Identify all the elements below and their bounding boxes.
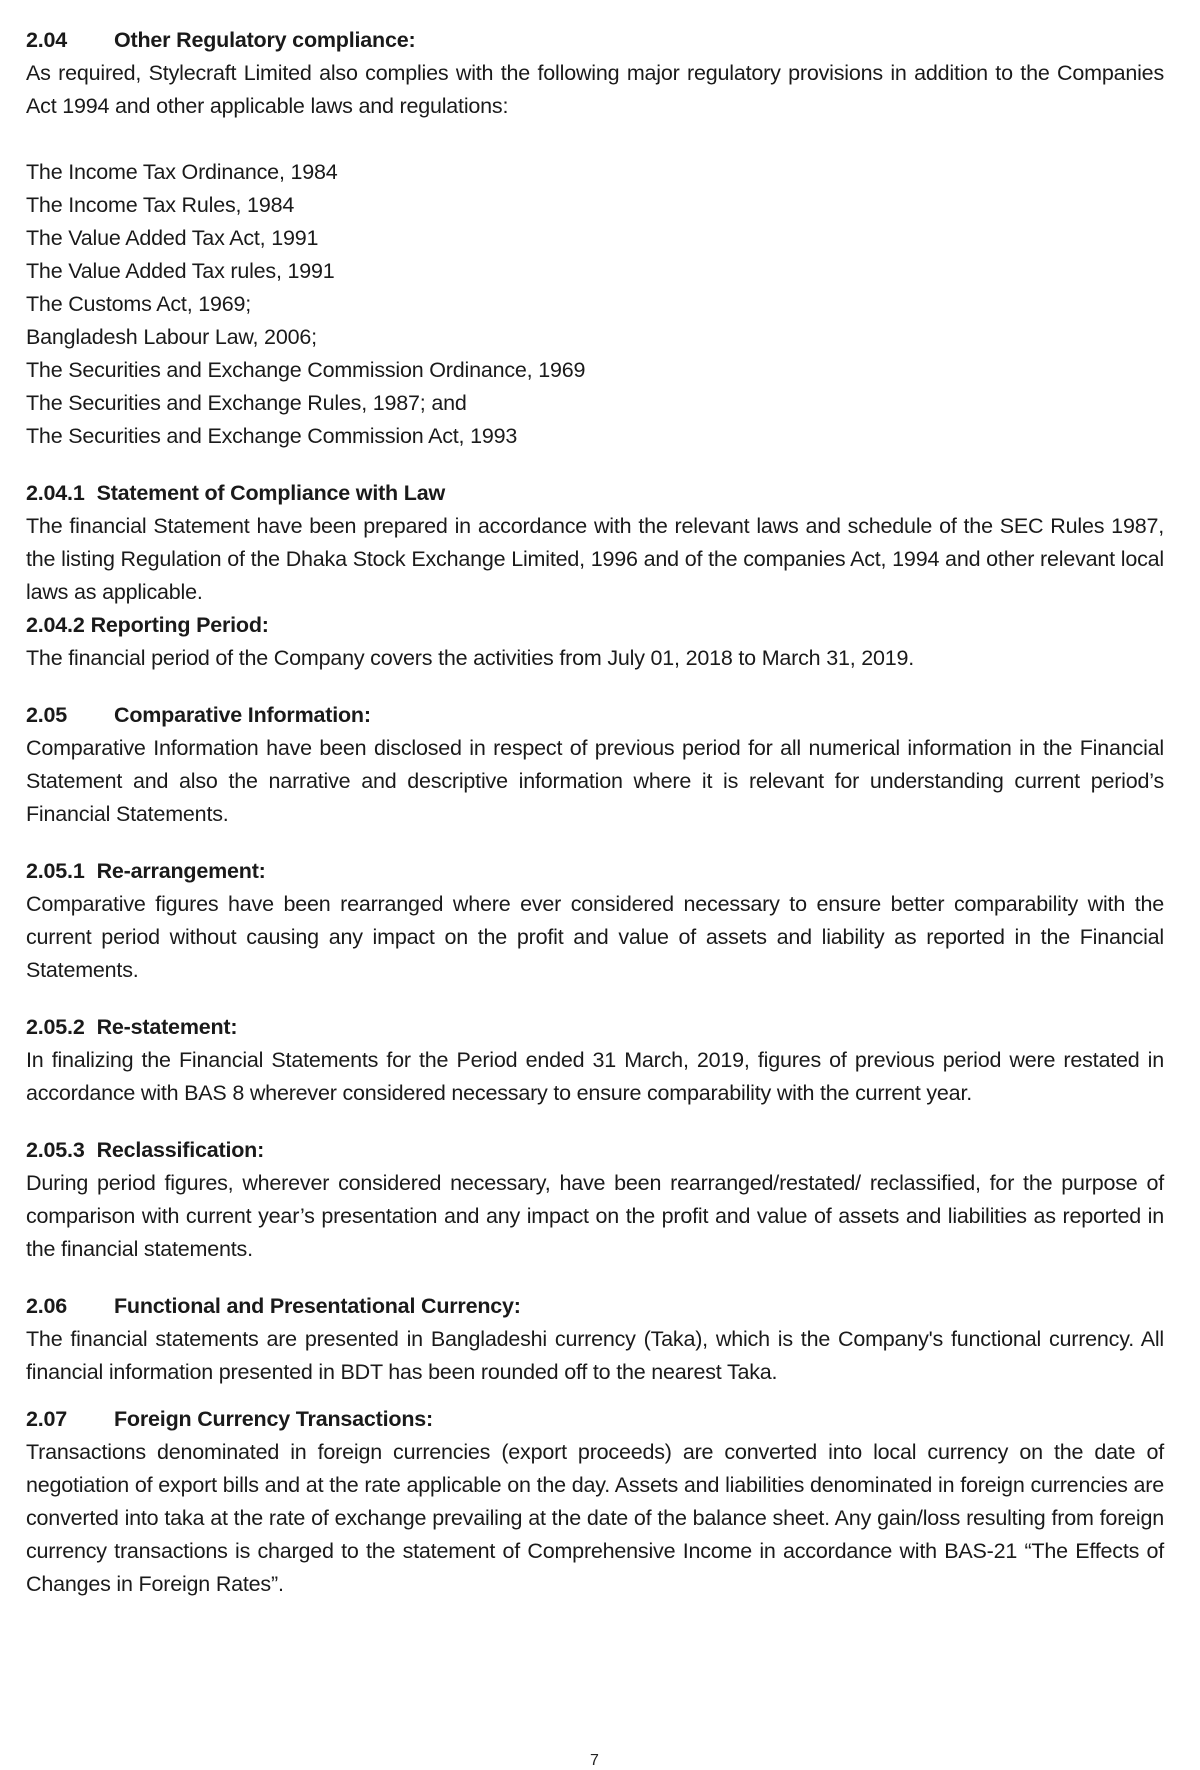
section-body: The financial Statement have been prepared in accordance with the relevant laws and schedule of the SEC Rules 1987, the listing Regulation of the Dhaka Stock Exchange Limited, 1996 and of the companies Act, 1994 and other relevant local laws as applicable. (26, 514, 1164, 604)
regulation-item: The Securities and Exchange Rules, 1987; and (26, 391, 467, 415)
section-number: 2.05.3 (26, 1138, 85, 1162)
section-title: Reporting Period: (90, 613, 269, 637)
section-number: 2.04 (26, 28, 68, 52)
regulation-item: Bangladesh Labour Law, 2006; (26, 325, 317, 349)
document-page (26, 24, 1164, 1601)
section-body: The financial statements are presented in Bangladeshi currency (Taka), which is the Company's functional currency. All financial information presented in BDT has been rounded off to the nearest Taka. (26, 1327, 1164, 1384)
section-number: 2.04.2 (26, 613, 85, 637)
section-heading-2-04-1 (26, 477, 1164, 510)
section-body: The financial period of the Company covers the activities from July 01, 2018 to March 31, 2019. (26, 646, 915, 670)
section-title: Comparative Information: (114, 703, 371, 727)
regulation-item: The Value Added Tax Act, 1991 (26, 226, 319, 250)
section-title: Statement of Compliance with Law (96, 481, 445, 505)
section-number: 2.05 (26, 703, 68, 727)
section-heading-2-04 (26, 24, 1164, 57)
regulation-item: The Customs Act, 1969; (26, 292, 252, 316)
regulation-item: The Securities and Exchange Commission Ordinance, 1969 (26, 358, 586, 382)
section-title: Reclassification: (96, 1138, 265, 1162)
section-heading-2-05-1 (26, 855, 1164, 888)
section-title: Re-arrangement: (96, 859, 266, 883)
section-title: Functional and Presentational Currency: (114, 1294, 521, 1318)
section-title: Other Regulatory compliance: (114, 28, 416, 52)
section-title: Re-statement: (96, 1015, 238, 1039)
section-body: During period figures, wherever considered necessary, have been rearranged/restated/ reclassified, for the purpose of comparison with current year’s presentation and any impact on the profit and value of assets and liabilities as reported in the financial statements. (26, 1171, 1164, 1261)
section-number: 2.04.1 (26, 481, 85, 505)
section-body: In finalizing the Financial Statements for the Period ended 31 March, 2019, figures of previous period were restated in accordance with BAS 8 wherever considered necessary to ensure comparability with the current year. (26, 1048, 1164, 1105)
section-heading-2-04-2 (26, 609, 1164, 642)
section-number: 2.05.2 (26, 1015, 85, 1039)
section-intro: As required, Stylecraft Limited also complies with the following major regulatory provisions in addition to the Companies Act 1994 and other applicable laws and regulations: (26, 61, 1164, 118)
section-body: Comparative Information have been disclosed in respect of previous period for all numerical information in the Financial Statement and also the narrative and descriptive information where it is relevant for understanding current period’s Financial Statements. (26, 736, 1164, 826)
section-number: 2.07 (26, 1407, 68, 1431)
section-heading-2-05-2 (26, 1011, 1164, 1044)
section-heading-2-05 (26, 699, 1164, 732)
regulation-item: The Income Tax Rules, 1984 (26, 193, 295, 217)
section-body: Transactions denominated in foreign currencies (export proceeds) are converted into local currency on the date of negotiation of export bills and at the rate applicable on the day. Assets and liabilities denominated in foreign currencies are converted into taka at the rate of exchange prevailing at the date of the balance sheet. Any gain/loss resulting from foreign currency transactions is charged to the statement of Comprehensive Income in accordance with BAS-21 “The Effects of Changes in Foreign Rates”. (26, 1440, 1164, 1596)
section-body: Comparative figures have been rearranged where ever considered necessary to ensure better comparability with the current period without causing any impact on the profit and value of assets and liability as reported in the Financial Statements. (26, 892, 1164, 982)
page-number: 7 (590, 1752, 599, 1769)
regulation-item: The Securities and Exchange Commission Act, 1993 (26, 424, 518, 448)
section-heading-2-06 (26, 1290, 1164, 1323)
section-number: 2.06 (26, 1294, 68, 1318)
regulation-item: The Income Tax Ordinance, 1984 (26, 160, 338, 184)
section-heading-2-05-3 (26, 1134, 1164, 1167)
section-number: 2.05.1 (26, 859, 85, 883)
regulation-list (26, 156, 1164, 453)
section-title: Foreign Currency Transactions: (114, 1407, 433, 1431)
regulation-item: The Value Added Tax rules, 1991 (26, 259, 335, 283)
section-heading-2-07 (26, 1403, 1164, 1436)
